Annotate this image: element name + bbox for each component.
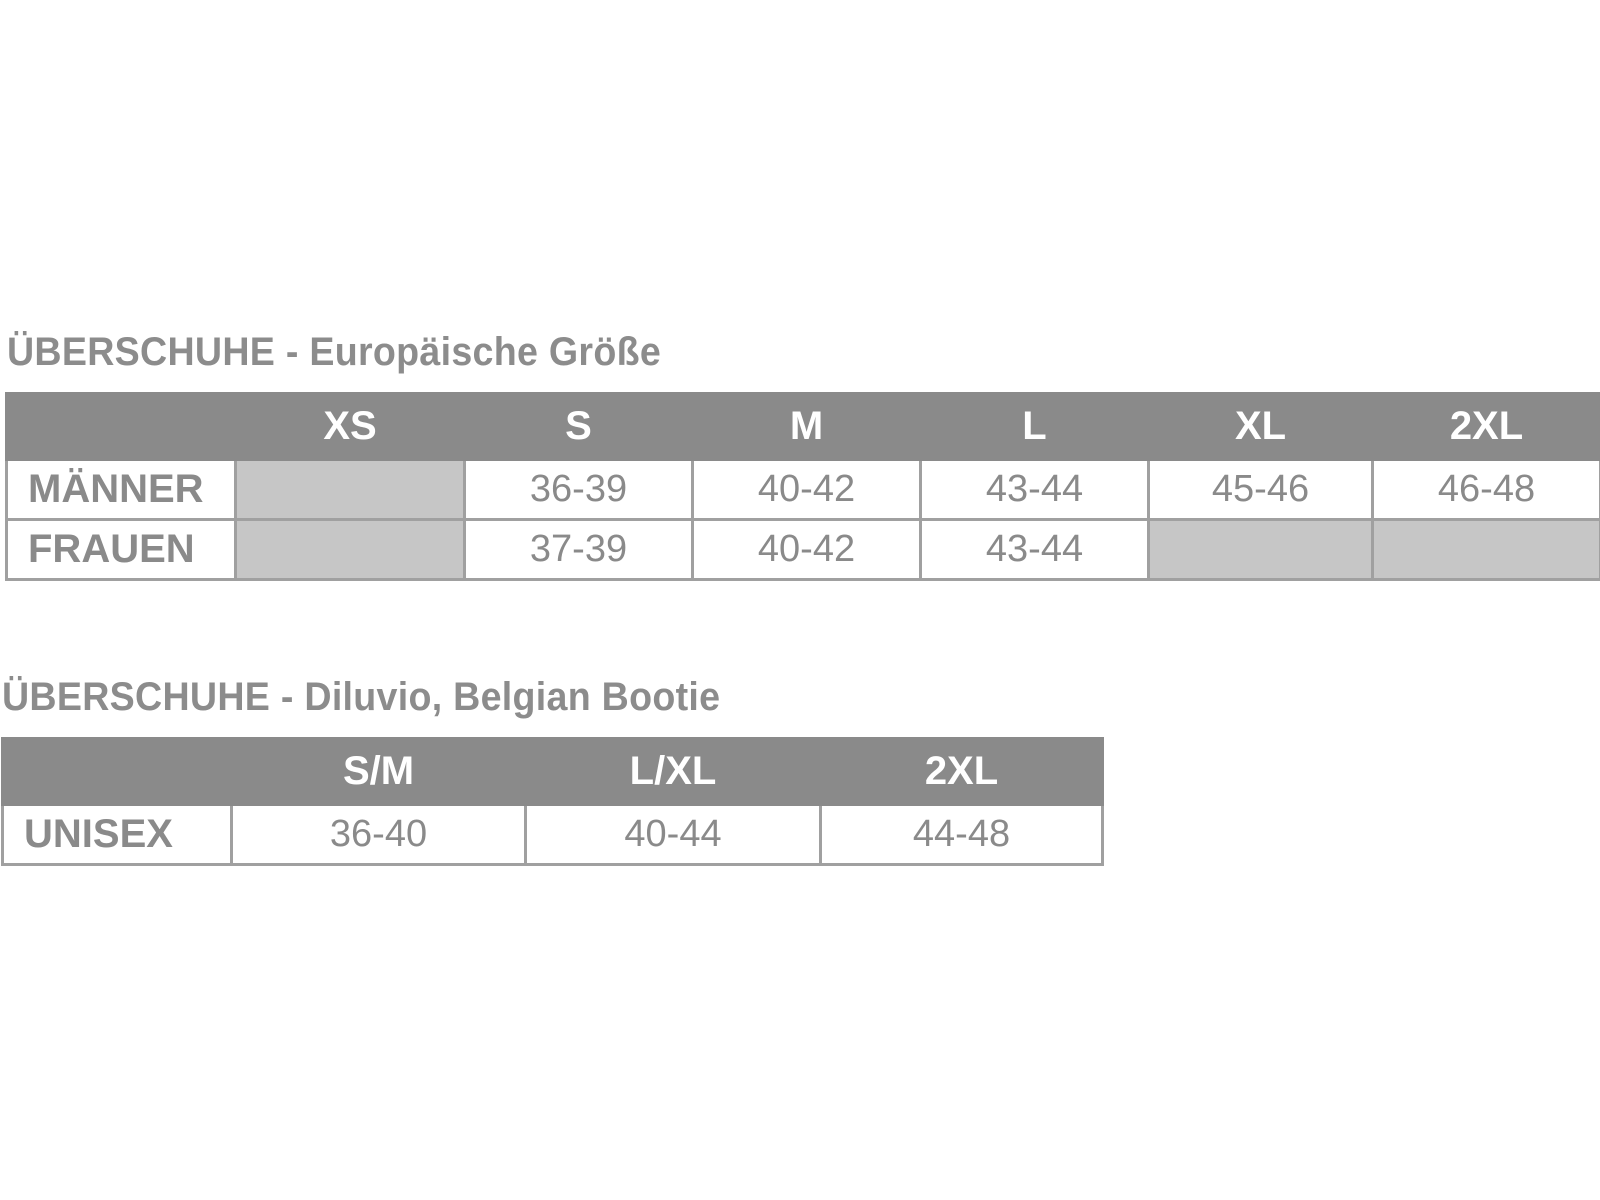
table-cell: 43-44 (921, 520, 1149, 580)
table-cell: 36-39 (465, 460, 693, 520)
table-cell: 40-44 (526, 805, 821, 865)
table-cell-empty (236, 520, 465, 580)
table-cell-empty (1149, 520, 1373, 580)
header-cell-l-xl: L/XL (526, 739, 821, 805)
header-cell-s-m: S/M (232, 739, 526, 805)
table-cell: 45-46 (1149, 460, 1373, 520)
header-cell-2xl: 2XL (821, 739, 1103, 805)
table-cell: 37-39 (465, 520, 693, 580)
size-table-european (5, 392, 1600, 581)
header-cell-xl: XL (1149, 394, 1373, 460)
table-row-maenner (7, 460, 1600, 520)
table-cell: 44-48 (821, 805, 1103, 865)
header-cell-corner (7, 394, 236, 460)
row-label-unisex: UNISEX (3, 805, 232, 865)
table-cell: 36-40 (232, 805, 526, 865)
table-cell-empty (1373, 520, 1600, 580)
size-table-unisex (1, 737, 1104, 866)
header-cell-s: S (465, 394, 693, 460)
table-cell: 46-48 (1373, 460, 1600, 520)
row-label-maenner: MÄNNER (7, 460, 236, 520)
section-title-european-size: ÜBERSCHUHE - Europäische Größe (7, 330, 662, 374)
header-cell-xs: XS (236, 394, 465, 460)
header-cell-l: L (921, 394, 1149, 460)
table-row-unisex (3, 805, 1103, 865)
table-cell: 43-44 (921, 460, 1149, 520)
table-header-row (7, 394, 1600, 460)
table-header-row (3, 739, 1103, 805)
table-cell: 40-42 (693, 460, 921, 520)
header-cell-corner (3, 739, 232, 805)
table-cell: 40-42 (693, 520, 921, 580)
table-cell-empty (236, 460, 465, 520)
header-cell-2xl: 2XL (1373, 394, 1600, 460)
row-label-frauen: FRAUEN (7, 520, 236, 580)
header-cell-m: M (693, 394, 921, 460)
table-row-frauen (7, 520, 1600, 580)
section-title-diluvio-belgian-bootie: ÜBERSCHUHE - Diluvio, Belgian Bootie (2, 675, 721, 719)
